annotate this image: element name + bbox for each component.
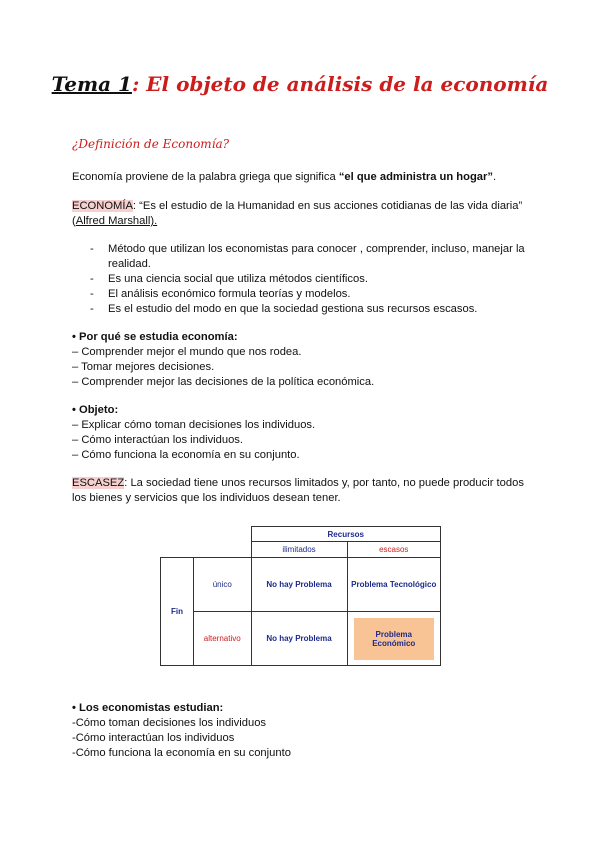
list-item: - El análisis económico formula teorías y modelos.: [72, 287, 532, 302]
section-heading: ¿Definición de Economía?: [72, 137, 230, 151]
list-item: -Cómo toman decisiones los individuos: [72, 717, 267, 729]
estudian-section: [72, 701, 532, 761]
title-prefix: Tema 1: [51, 72, 132, 96]
list-item: - Método que utilizan los economistas para conocer , comprender, incluso, manejar la realidad.: [72, 242, 532, 272]
list-item: – Comprender mejor el mundo que nos rodea.: [72, 346, 302, 358]
page-title: [0, 72, 600, 96]
cell-no-problem: No hay Problema: [251, 558, 347, 612]
list-item: – Cómo funciona la economía en su conjunto.: [72, 449, 300, 461]
intro-text: Economía proviene de la palabra griega que significa: [72, 171, 339, 183]
header-recursos: Recursos: [251, 527, 441, 542]
list-item: -Cómo interactúan los individuos: [72, 732, 235, 744]
list-item: – Explicar cómo toman decisiones los individuos.: [72, 419, 316, 431]
definition-list: [72, 242, 532, 317]
list-item: – Comprender mejor las decisiones de la política económica.: [72, 376, 375, 388]
escasez-text: : La sociedad tiene unos recursos limitados y, por tanto, no puede producir todos los bienes y servicios que los individuos desean tener.: [72, 477, 524, 504]
estudian-heading: • Los economistas estudian:: [72, 702, 224, 714]
row-header-unico: único: [194, 558, 252, 612]
list-item: - Es el estudio del modo en que la sociedad gestiona sus recursos escasos.: [72, 302, 532, 317]
definition-author: Alfred Marshall).: [75, 215, 158, 227]
cell-tech-problem: Problema Tecnológico: [347, 558, 441, 612]
cell-no-problem: No hay Problema: [251, 612, 347, 666]
definition-text: : “Es el estudio de la Humanidad en sus acciones cotidianas de las vida diaria”: [132, 200, 523, 212]
intro-end: .: [492, 171, 497, 183]
title-text: : El objeto de análisis de la economía: [131, 72, 549, 96]
intro-paragraph: [72, 170, 532, 185]
intro-bold: “el que administra un hogar”: [338, 171, 493, 183]
cell-economic-problem: Problema Económico: [354, 618, 435, 660]
list-item: - Es una ciencia social que utiliza métodos científicos.: [72, 272, 532, 287]
objeto-section: [72, 403, 532, 463]
definition-open: (: [72, 215, 76, 227]
resources-table: [160, 526, 441, 666]
row-header-fin: Fin: [161, 558, 194, 666]
row-header-alternativo: alternativo: [194, 612, 252, 666]
definition-paragraph: [72, 199, 532, 229]
list-item: – Tomar mejores decisiones.: [72, 361, 215, 373]
escasez-label: ESCASEZ: [72, 477, 125, 489]
definition-label: ECONOMÍA: [72, 200, 133, 212]
header-ilimitados: ilimitados: [251, 542, 347, 558]
objeto-heading: • Objeto:: [72, 404, 119, 416]
list-item: – Cómo interactúan los individuos.: [72, 434, 244, 446]
why-section: [72, 330, 532, 390]
why-heading: • Por qué se estudia economía:: [72, 331, 238, 343]
escasez-paragraph: [72, 476, 532, 506]
header-escasos: escasos: [347, 542, 441, 558]
list-item: -Cómo funciona la economía en su conjunto: [72, 747, 291, 759]
